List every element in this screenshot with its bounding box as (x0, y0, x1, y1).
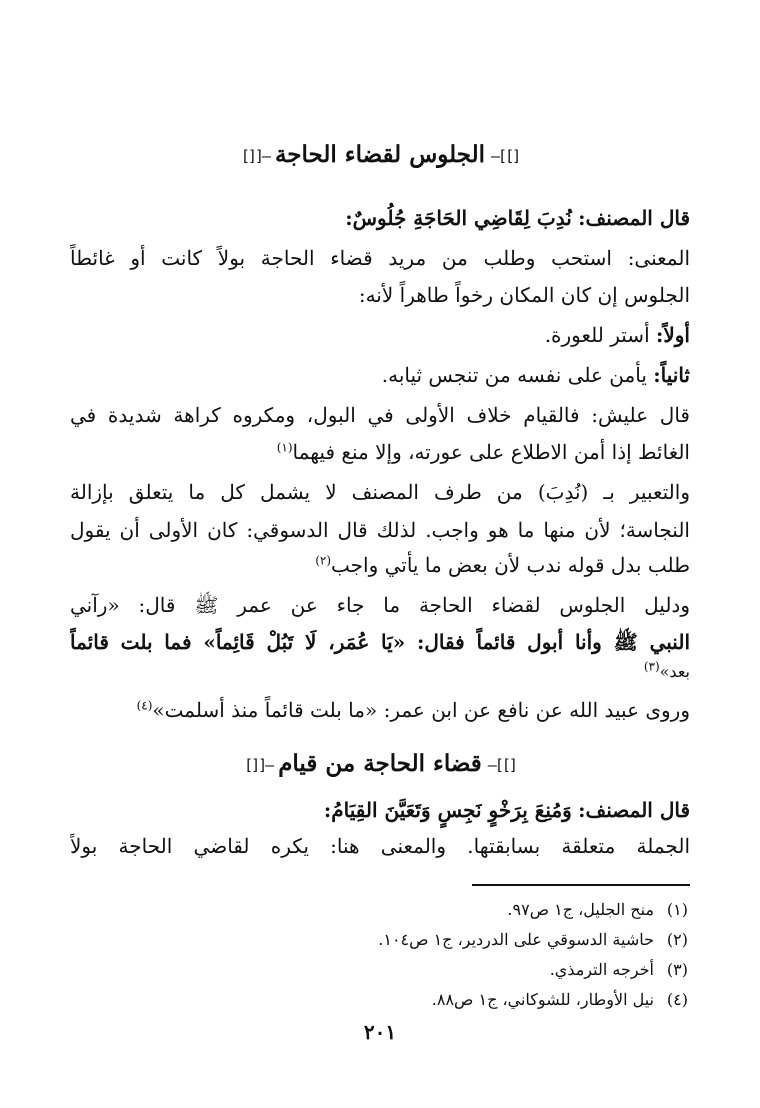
heading-text: قضاء الحاجة من قيام (278, 750, 482, 777)
paragraph-line: قال عليش: فالقيام خلاف الأولى في البول، ومكروه كراهة شديدة في (70, 403, 690, 427)
author-label: قال المصنف: (578, 798, 690, 822)
footnote-divider (472, 884, 690, 886)
heading-text: الجلوس لقضاء الحاجة (274, 141, 486, 168)
point-label: ثانياً: (653, 363, 690, 387)
paragraph-line: المعنى: استحب وطلب من مريد قضاء الحاجة بولاً كانت أو غائطاً (70, 246, 690, 270)
footnote-text: حاشية الدسوقي على الدردير، ج١ ص١٠٤. (378, 930, 654, 949)
page-number: ٢٠١ (363, 1020, 397, 1044)
footnote-item (128, 985, 688, 1015)
paragraph-line: والتعبير بـ (نُدِبَ) من طرف المصنف لا يشمل كل ما يتعلق بإزالة (70, 480, 690, 504)
paragraph-line (70, 432, 690, 472)
footnote-number: (١) (666, 900, 688, 919)
point-label: أولاً: (655, 323, 690, 347)
point-first (70, 315, 690, 355)
ornament-right: []]— (491, 147, 520, 165)
point-text: أستر للعورة. (544, 323, 650, 347)
section-heading-sitting (0, 138, 760, 173)
paragraph-line: النجاسة؛ لأن منها ما هو واجب. لذلك قال الدسوقي: كان الأولى أن يقول (70, 518, 690, 542)
author-quote-line (70, 198, 690, 238)
paragraph-line (70, 652, 690, 692)
paragraph-line (70, 690, 690, 730)
footnote-item (128, 925, 688, 955)
footnote-number: (٣) (666, 960, 688, 979)
footnote-number: (٤) (666, 990, 688, 1009)
author-label: قال المصنف: (578, 206, 690, 230)
paragraph-line (70, 545, 690, 585)
paragraph-line: النبي ﷺ وأنا أبول قائماً فقال: «يَا عُمَر، لَا تَبُلْ قَائِماً» فما بلت قائماً (70, 630, 690, 654)
footnote-item (128, 955, 688, 985)
section-heading-standing (0, 747, 760, 782)
ornament-right: []]— (487, 756, 516, 774)
footnote-number: (٢) (666, 930, 688, 949)
line-text: وروى عبيد الله عن نافع عن ابن عمر: «ما بلت قائماً منذ أسلمت» (152, 698, 690, 722)
point-second (70, 355, 690, 395)
ornament-left: —[[] (240, 147, 269, 165)
footnote-ref[interactable]: (٤) (136, 698, 153, 713)
point-text: يأمن على نفسه من تنجس ثيابه. (381, 363, 647, 387)
ornament-left: —[[] (244, 756, 273, 774)
line-text: طلب بدل قوله ندب لأن بعض ما يأتي واجب (331, 553, 690, 577)
author-quote: وَمُنِعَ بِرَخْوٍ نَجِسٍ وَتَعَيَّنَ القِيَامُ: (323, 798, 572, 822)
footnote-text: منح الجليل، ج١ ص٩٧. (507, 900, 654, 919)
line-text: الغائط إذا أمن الاطلاع على عورته، وإلا منع فيهما (292, 440, 690, 464)
footnote-ref[interactable]: (٣) (643, 659, 660, 674)
author-quote: نُدِبَ لِقَاضِي الحَاجَةِ جُلُوسٌ: (345, 206, 572, 230)
author-quote-line (70, 790, 690, 830)
footnote-ref[interactable]: (٢) (315, 553, 332, 568)
paragraph-line: الجملة متعلقة بسابقتها. والمعنى هنا: يكره لقاضي الحاجة بولاً (70, 834, 690, 858)
line-text: بعد» (659, 662, 690, 681)
paragraph-line: الجلوس إن كان المكان رخواً طاهراً لأنه: (358, 283, 690, 307)
footnote-item (128, 895, 688, 925)
footnote-ref[interactable]: (١) (276, 440, 293, 455)
footnote-text: نيل الأوطار، للشوكاني، ج١ ص٨٨. (431, 990, 654, 1009)
paragraph-line: ودليل الجلوس لقضاء الحاجة ما جاء عن عمر ﷺ قال: «رآني (70, 593, 690, 617)
footnote-text: أخرجه الترمذي. (549, 960, 654, 979)
